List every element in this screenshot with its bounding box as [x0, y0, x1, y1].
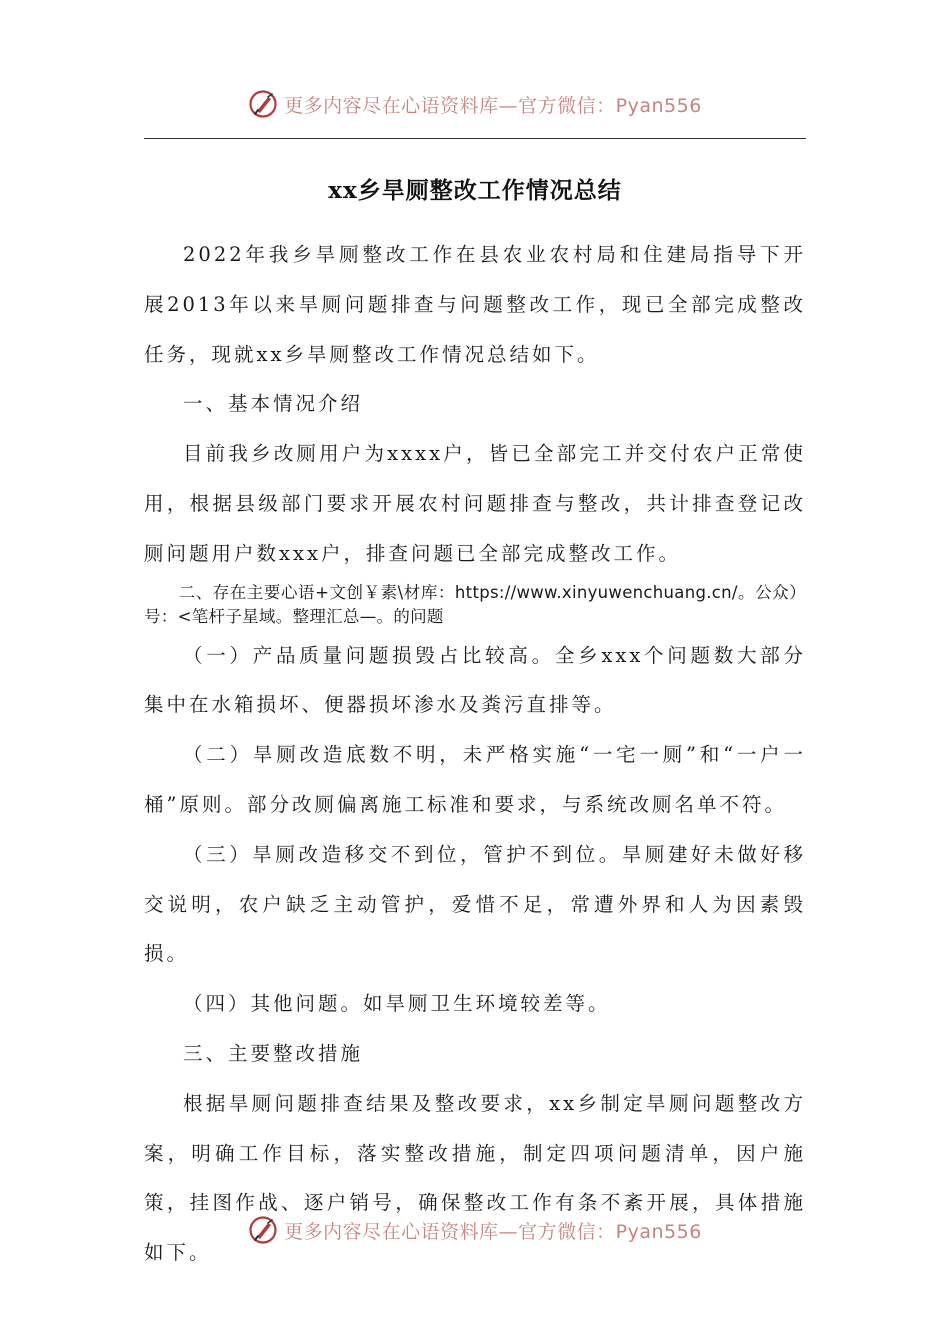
paragraph-problem-3: （三）旱厕改造移交不到位，管护不到位。旱厕建好未做好移交说明，农户缺乏主动管护，爱惜不足，常遭外界和人为因素毁损。	[144, 842, 806, 966]
paragraph-problem-4: （四）其他问题。如旱厕卫生环境较差等。	[183, 992, 611, 1016]
footer-banner-text: 更多内容尽在心语资料库—官方微信：Pyan556	[284, 1220, 702, 1243]
paragraph-intro: 2022年我乡旱厕整改工作在县农业农村局和住建局指导下开展2013年以来旱厕问题排查与问题整改工作，现已全部完成整改任务，现就xx乡旱厕整改工作情况总结如下。	[144, 243, 806, 366]
footer-banner	[0, 1208, 950, 1252]
paragraph-basic-info: 目前我乡改厕用户为xxxx户，皆已全部完工并交付农户正常使用，根据县级部门要求开展农村问题排查与整改，共计排查登记改厕问题用户数xxx户，排查问题已全部完成整改工作。	[144, 442, 806, 565]
page-title: xx乡旱厕整改工作情况总结	[328, 177, 622, 204]
header-divider	[144, 138, 806, 139]
paragraph-measures: 根据旱厕问题排查结果及整改要求，xx乡制定旱厕问题整改方案，明确工作目标，落实整改措施，制定四项问题清单，因户施策，挂图作战、逐户销号，确保整改工作有条不紊开展，具体措施如下。	[144, 1091, 806, 1265]
header-banner	[0, 82, 950, 126]
paragraph-problem-2: （二）旱厕改造底数不明，未严格实施“一宅一厕”和“一户一桶”原则。部分改厕偏离施工标准和要求，与系统改厕名单不符。	[144, 743, 806, 816]
document-body	[144, 230, 806, 1278]
quill-pen-logo-icon	[248, 1215, 278, 1245]
section-heading-basic-info: 一、基本情况介绍	[183, 392, 364, 416]
paragraph-problem-1: （一）产品质量问题损毁占比较高。全乡xxx个问题数大部分集中在水箱损坏、便器损坏渗水及粪污直排等。	[144, 643, 806, 717]
quill-pen-logo-icon	[248, 89, 278, 119]
section-heading-measures: 三、主要整改措施	[183, 1041, 364, 1065]
header-banner-text: 更多内容尽在心语资料库—官方微信：Pyan556	[284, 94, 702, 117]
section-heading-problems: 二、存在主要心语+文创￥素\材库：https://www.xinyuwenchuang.cn/。公众）号：<笔杆子星域。整理汇总—。的问题	[144, 582, 806, 626]
